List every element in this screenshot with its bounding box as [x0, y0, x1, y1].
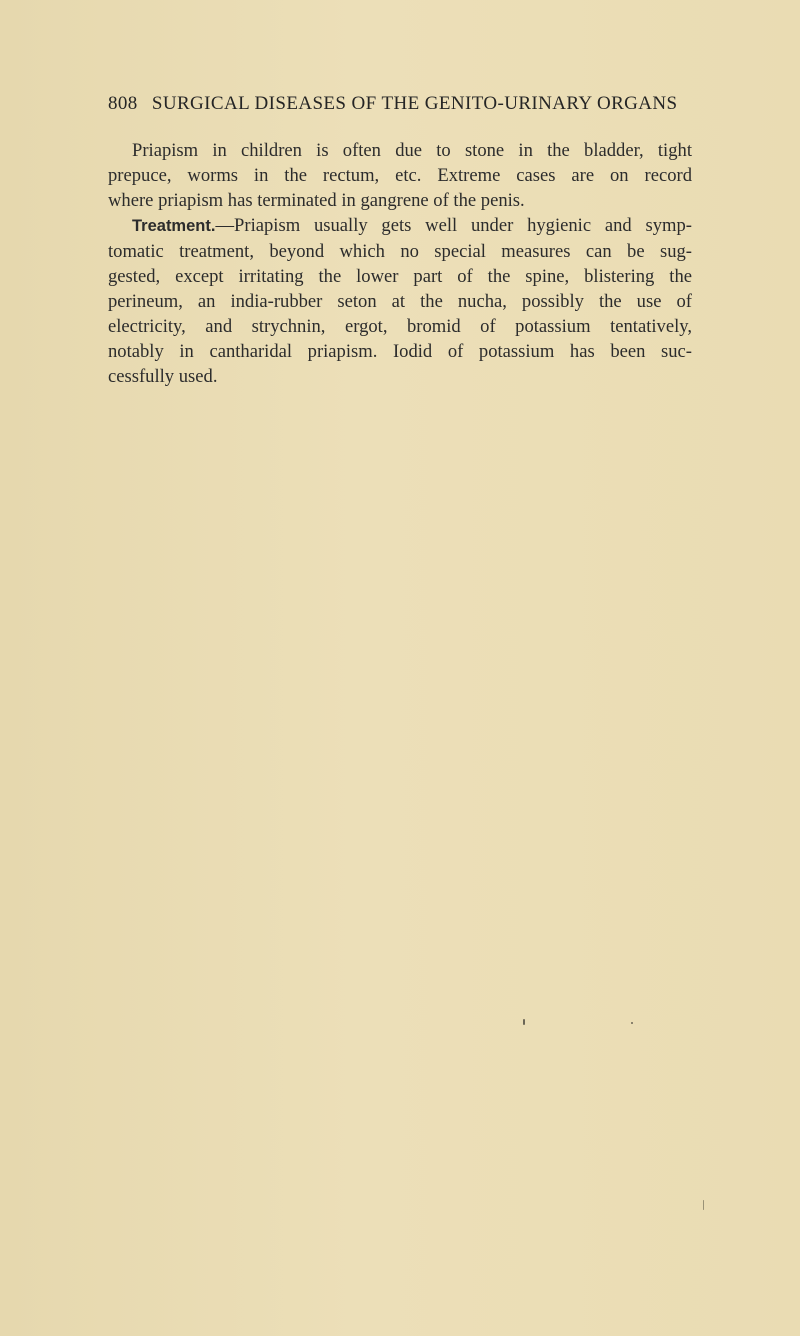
paper-speck: [523, 1019, 525, 1025]
treatment-first-line: —Priapism usually gets well under hygienic and symp-: [215, 215, 692, 236]
paragraph-children-priapism: [108, 138, 692, 213]
text-line: Priapism in children is often due to stone in the bladder, tight: [132, 140, 692, 161]
text-line: prepuce, worms in the rectum, etc. Extreme cases are on record: [108, 165, 692, 186]
treatment-heading: Treatment.: [132, 217, 216, 235]
paper-speck: [631, 1022, 633, 1024]
text-line: tomatic treatment, beyond which no special measures can be sug-: [108, 241, 692, 262]
running-title: SURGICAL DISEASES OF THE GENITO-URINARY ORGANS: [151, 93, 678, 114]
paper-speck: [703, 1200, 704, 1210]
text-line: where priapism has terminated in gangrene of the penis.: [108, 190, 525, 211]
text-line: perineum, an india-rubber seton at the nucha, possibly the use of: [108, 291, 692, 312]
body-text: [108, 138, 692, 389]
text-line: cessfully used.: [108, 366, 218, 387]
text-line: [108, 213, 692, 239]
text-line: electricity, and strychnin, ergot, bromid of potassium tentatively,: [108, 316, 692, 337]
paragraph-treatment: [108, 213, 692, 389]
running-head: [108, 93, 708, 115]
text-line: gested, except irritating the lower part of the spine, blistering the: [108, 266, 692, 287]
text-line: notably in cantharidal priapism. Iodid of potassium has been suc-: [108, 341, 692, 362]
page-number: 808: [108, 93, 138, 114]
